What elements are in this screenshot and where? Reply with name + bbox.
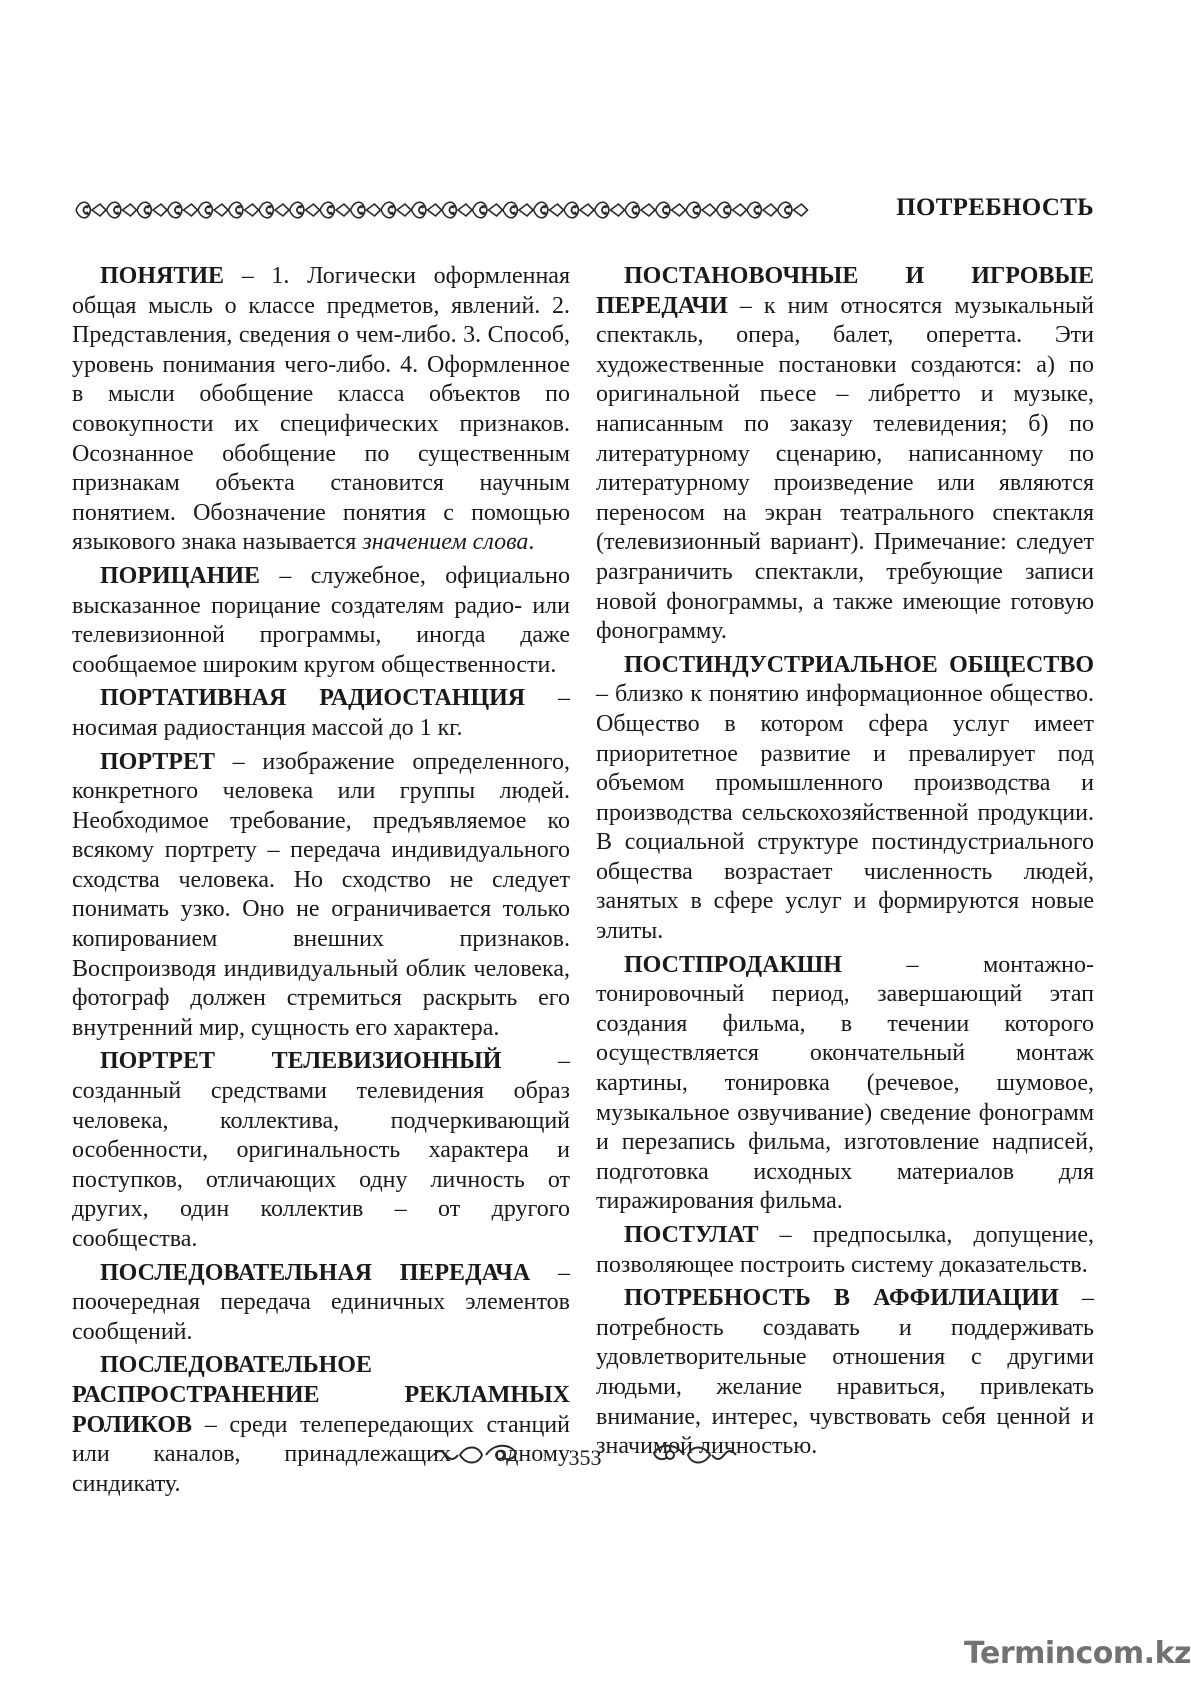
entry-definition: – служебное, официально высказанное порицание создателям радио- или телевизионной программы, иногда даже сообщаемое широким кругом общественности.: [72, 562, 570, 678]
footer-ornament-left-icon: [430, 1441, 526, 1469]
entry-definition: – носимая радиостанция массой до 1 кг.: [72, 685, 570, 741]
entry-definition: – созданный средствами телевидения образ человека, коллектива, подчеркивающий особенности, оригинальность характера и поступков, отличающих одну личность от других, один коллектив – от другого сообщества.: [72, 1048, 570, 1252]
entry-term: ПОСЛЕДОВАТЕЛЬНОЕ РАСПРОСТРАНЕНИЕ РЕКЛАМНЫХ РОЛИКОВ: [72, 1352, 570, 1438]
entry-definition: – потребность создавать и поддерживать удовлетворительные отношения с другими людьми, желание нравиться, привлекать внимание, интерес, чувствовать себя ценной и значимой личностью.: [596, 1285, 1095, 1460]
entry-term: ПОСЛЕДОВАТЕЛЬНАЯ ПЕРЕДАЧА: [100, 1259, 531, 1286]
entry-definition: – изображение определенного, конкретного человека или группы людей. Необходимое требование, предъявляемое ко всякому портрету – передача индивидуального сходства человека. Но сходство не следует понимать узко. Оно не ограничивается только копированием внешних признаков. Воспроизводя индивидуальный облик человека, фотограф должен стремиться раскрыть его внутренний мир, сущность его характера.: [72, 748, 570, 1041]
entry-term: ПОСТАНОВОЧНЫЕ И ИГРОВЫЕ ПЕРЕДАЧИ: [596, 263, 1094, 319]
entry-term: ПОНЯТИЕ: [100, 263, 225, 289]
dictionary-entry: [596, 1221, 1094, 1280]
entry-term: ПОРТРЕТ ТЕЛЕВИЗИОННЫЙ: [100, 1048, 502, 1075]
footer-ornament-right-icon: [644, 1441, 740, 1469]
entry-italic: значением слова: [362, 529, 529, 556]
dictionary-entry: [72, 562, 570, 680]
dictionary-entry: [596, 951, 1094, 1217]
page-number: 353: [568, 1445, 602, 1470]
entry-tail: .: [528, 529, 535, 556]
dictionary-entry: [596, 651, 1094, 947]
entry-term: ПОСТУЛАТ: [624, 1222, 759, 1248]
entry-term: ПОСТИНДУСТРИАЛЬНОЕ ОБЩЕСТВО: [624, 651, 1094, 678]
entry-definition: – предпосылка, допущение, позволяющее построить систему доказательств.: [596, 1222, 1094, 1278]
running-title: ПОТРЕБНОСТЬ: [896, 194, 1094, 221]
entry-term: ПОРТАТИВНАЯ РАДИОСТАНЦИЯ: [100, 685, 526, 712]
entry-definition: – 1. Логически оформленная общая мысль о классе предметов, явлений. 2. Представления, сведения о чем-либо. 3. Способ, уровень понимания чего-либо. 4. Оформленное в мысли обобщение класса объектов по совокупности их специфических признаков. Осознанное обобщение по существенным признакам объекта становится научным понятием. Обозначение понятия с помощью языкового знака называется: [72, 263, 570, 556]
entry-term: ПОРИЦАНИЕ: [100, 562, 261, 589]
entry-definition: – к ним относятся музыкальный спектакль, опера, балет, оперетта. Эти художественные постановки создаются: а) по оригинальной пьесе – либретто и музыке, написанным по заказу телевидения; б) по литературному сценарию, написанному по литературному произведение или являются переносом на экран театрального спектакля (телевизионный вариант). Примечание: следует разграничить спектакли, требующие записи новой фонограммы, а также имеющие готовую фонограмму.: [596, 292, 1094, 645]
dictionary-entry: [72, 1047, 570, 1254]
dictionary-entry: [72, 262, 570, 558]
right-column: [596, 262, 1094, 1466]
left-column: [72, 262, 570, 1503]
dictionary-entry: [72, 1351, 570, 1499]
entry-term: ПОСТПРОДАКШН: [624, 951, 842, 978]
header-ornament-icon: [72, 196, 810, 224]
dictionary-entry: [72, 748, 570, 1044]
entry-term: ПОТРЕБНОСТЬ В АФФИЛИАЦИИ: [624, 1285, 1059, 1312]
dictionary-entry: [72, 684, 570, 743]
watermark-logo: Termincom.kz: [964, 1636, 1191, 1671]
entry-definition: – среди телепередающих станций или каналов, принадлежащих одному синдикату.: [72, 1411, 570, 1497]
dictionary-entry: [596, 262, 1094, 647]
entry-definition: – монтажно-тонировочный период, завершающий этап создания фильма, в течении которого осуществляется окончательный монтаж картины, тонировка (речевое, шумовое, музыкальное озвучивание) сведение фонограмм и перезапись фильма, изготовление надписей, подготовка исходных материалов для тиражирования фильма.: [596, 951, 1094, 1215]
dictionary-entry: [72, 1259, 570, 1348]
dictionary-entry: [596, 1284, 1094, 1462]
entry-definition: – поочередная передача единичных элементов сообщений.: [72, 1259, 571, 1345]
entry-term: ПОРТРЕТ: [100, 748, 215, 775]
entry-definition: – близко к понятию информационное общество. Общество в котором сфера услуг имеет приоритетное развитие и превалирует под объемом промышленного производства и производства сельскохозяйственной продукции. В социальной структуре постиндустриального общества возрастает численность людей, занятых в сфере услуг и формируются новые элиты.: [596, 681, 1094, 945]
